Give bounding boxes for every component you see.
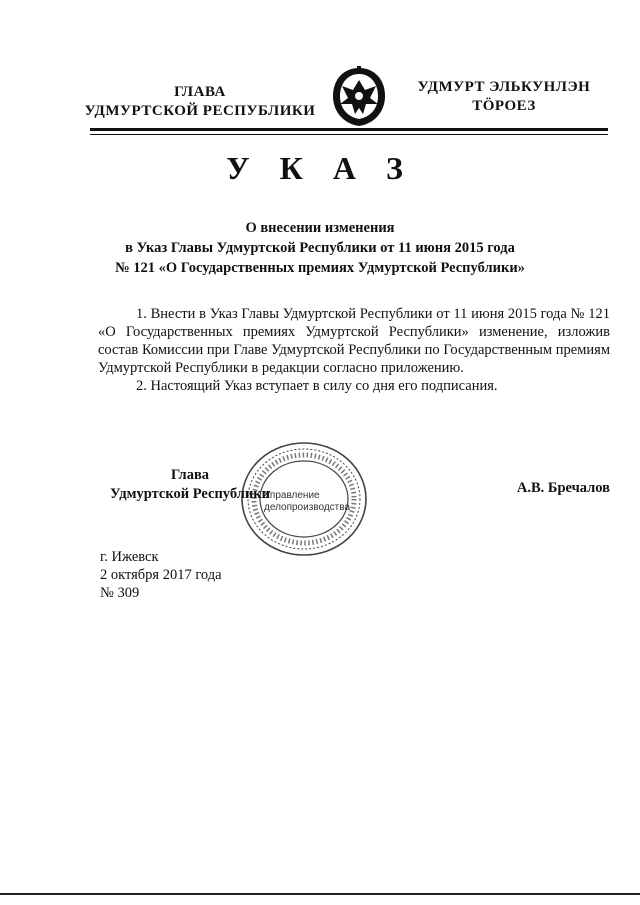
- document-number: № 309: [100, 585, 140, 601]
- issuer-header-line1: ГЛАВА: [174, 84, 226, 100]
- subject-line3: № 121 «О Государственных премиях Удмуртской Республики»: [115, 260, 525, 276]
- issuer-header-udmurt-line2: ТӦРОЕЗ: [472, 98, 536, 114]
- issuer-header-russian: [80, 83, 320, 121]
- stamp-line2: делопроизводства: [264, 502, 351, 513]
- issuer-header-udmurt: [404, 78, 604, 116]
- document-date: 2 октября 2017 года: [100, 567, 222, 583]
- stamp-line1: Управление: [264, 490, 320, 501]
- header-rule-thick: [90, 128, 608, 131]
- document-body: [98, 305, 610, 395]
- signatory-name: А.В. Бречалов: [516, 480, 610, 496]
- body-paragraph-2: 2. Настоящий Указ вступает в силу со дня его подписания.: [136, 378, 498, 394]
- subject-line1: О внесении изменения: [245, 220, 395, 236]
- document-city: г. Ижевск: [100, 549, 159, 565]
- page-bottom-edge: [0, 893, 640, 895]
- document-subject: [80, 218, 560, 278]
- document-place-date-number: [100, 548, 300, 602]
- udmurt-coat-of-arms-icon: [330, 66, 388, 128]
- issuer-header-line2: УДМУРТСКОЙ РЕСПУБЛИКИ: [84, 103, 316, 119]
- header-rule-thin: [90, 134, 608, 135]
- signatory-title-line1: Глава: [170, 467, 210, 483]
- subject-line2: в Указ Главы Удмуртской Республики от 11 июня 2015 года: [125, 240, 515, 256]
- body-paragraph-1: 1. Внести в Указ Главы Удмуртской Республики от 11 июня 2015 года № 121 «О Государственных премиях Удмуртской Республики» изменение, изложив состав Комиссии при Главе Удмуртской Республики по Государственным премиям Удмуртской Республики в редакции согласно приложению.: [98, 306, 610, 376]
- signatory-title-line2: Удмуртской Республики: [110, 486, 270, 502]
- issuer-header-udmurt-line1: УДМУРТ ЭЛЬКУНЛЭН: [417, 79, 591, 95]
- signatory-title: [100, 466, 280, 504]
- document-title: У К А З: [226, 150, 414, 186]
